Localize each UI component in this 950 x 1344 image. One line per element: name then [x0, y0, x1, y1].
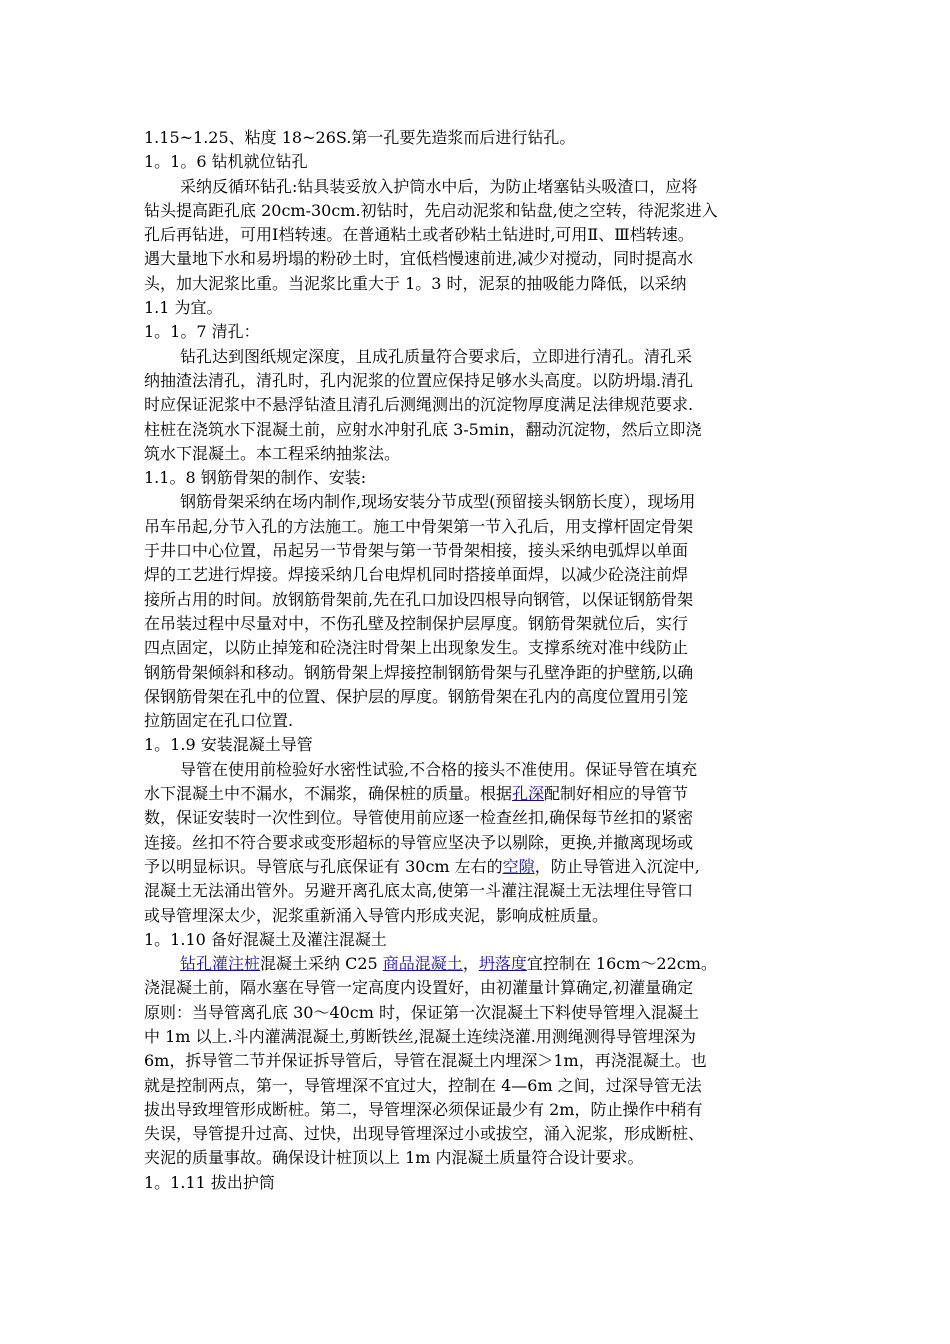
section-heading: 1。1.11 拔出护筒 [144, 1172, 275, 1192]
text-line: 1.15~1.25、粘度 18~26S.第一孔要先造浆而后进行钻孔。 [144, 128, 576, 147]
text-line: 钻孔达到图纸规定深度，且成孔质量符合要求后，立即进行清孔。清孔采 [180, 346, 693, 366]
text-line: 采纳反循环钻孔:钻具装妥放入护筒水中后，为防止堵塞钻头吸渣口，应将 [180, 176, 698, 196]
text-line: 6m，拆导管二节并保证拆导管后，导管在混凝土内埋深＞1m，再浇混凝土。也 [144, 1051, 707, 1071]
text-line: 遇大量地下水和易坍塌的粉砂土时，宜低档慢速前进,减少对搅动，同时提高水 [144, 249, 694, 269]
link-tanluodu[interactable]: 坍落度 [478, 954, 527, 974]
text-segment: 混凝土采纳 C25 [260, 954, 383, 974]
text-segment: 宜控制在 16cm～22cm。 [526, 954, 717, 974]
text-line: 连接。丝扣不符合要求或变形超标的导管应坚决予以剔除，更换,并撤离现场或 [144, 832, 694, 852]
text-line: 钢筋骨架采纳在场内制作,现场安装分节成型(预留接头钢筋长度），现场用 [180, 492, 696, 512]
link-kongshen[interactable]: 孔深 [512, 784, 545, 804]
text-line: 孔后再钻进，可用Ⅰ档转速。在普通粘土或者砂粘土钻进时,可用Ⅱ、Ⅲ档转速。 [144, 225, 694, 245]
text-line: 于井口中心位置，吊起另一节骨架与第一节骨架相接，接头采纳电弧焊以单面 [144, 541, 689, 561]
text-line: 夹泥的质量事故。确保设计桩顶以上 1m 内混凝土质量符合设计要求。 [144, 1148, 644, 1168]
text-line: 钢筋骨架倾斜和移动。钢筋骨架上焊接控制钢筋骨架与孔壁净距的护壁筋,以确 [144, 662, 694, 682]
text-line: 原则：当导管离孔底 30～40cm 时，保证第一次混凝土下料使导管埋入混凝土 [144, 1002, 700, 1022]
text-line: 数，保证安装时一次性到位。导管使用前应逐一检查丝扣,确保每节丝扣的紧密 [144, 808, 694, 828]
text-segment: ， [462, 954, 479, 974]
text-line: 混凝土无法涌出管外。另避开离孔底太高,使第一斗灌注混凝土无法埋住导管口 [144, 881, 694, 901]
text-line: 四点固定，以防止掉笼和砼浇注时骨架上出现象发生。支撑系统对准中线防止 [144, 638, 689, 658]
link-zuankong-guanzhuzhuang[interactable]: 钻孔灌注桩 [180, 954, 261, 974]
text-line: 保钢筋骨架在孔中的位置、保护层的厚度。钢筋骨架在孔内的高度位置用引笼 [144, 686, 689, 706]
text-line: 在吊装过程中尽量对中，不伤孔壁及控制保护层厚度。钢筋骨架就位后，实行 [144, 613, 689, 633]
link-shangpin-hunningtu[interactable]: 商品混凝土 [382, 954, 463, 974]
text-line: 或导管埋深太少，泥浆重新涌入导管内形成夹泥，影响成桩质量。 [144, 905, 609, 925]
text-line: 接所占用的时间。放钢筋骨架前,先在孔口加设四根导向钢管，以保证钢筋骨架 [144, 589, 694, 609]
text-segment: 予以明显标识。导管底与孔底保证有 30cm 左右的 [144, 856, 503, 876]
text-line [144, 952, 812, 976]
text-line: 纳抽渣法清孔，清孔时，孔内泥浆的位置应保持足够水头高度。以防坍塌.清孔 [144, 370, 694, 390]
section-heading: 1。1。6 钻机就位钻孔 [144, 152, 308, 172]
text-line: 浇混凝土前，隔水塞在导管一定高度内设置好，由初灌量计算确定,初灌量确定 [144, 978, 694, 998]
text-segment: ，防止导管进入沉淀中, [534, 856, 700, 876]
text-line: 筑水下混凝土。本工程采纳抽浆法。 [144, 443, 401, 463]
text-line: 钻头提高距孔底 20cm-30cm.初钻时，先启动泥浆和钻盘,使之空转，待泥浆进入 [144, 200, 718, 220]
text-segment: 配制好相应的导管节 [544, 784, 689, 804]
text-line: 吊车吊起,分节入孔的方法施工。施工中骨架第一节入孔后，用支撑杆固定骨架 [144, 516, 694, 536]
text-line: 柱桩在浇筑水下混凝土前，应射水冲射孔底 3-5min，翻动沉淀物，然后立即浇 [144, 419, 702, 439]
text-line: 就是控制两点，第一，导管埋深不宜过大，控制在 4—6m 之间，过深导管无法 [144, 1075, 702, 1095]
text-line: 拉筋固定在孔口位置. [144, 711, 294, 731]
text-segment: 水下混凝土中不漏水，不漏浆，确保桩的质量。根据 [144, 784, 513, 804]
section-heading: 1。1.9 安装混凝土导管 [144, 735, 313, 755]
section-heading: 1。1。7 清孔： [144, 322, 260, 342]
text-line: 头，加大泥浆比重。当泥浆比重大于 1。3 时，泥泵的抽吸能力降低，以采纳 [144, 273, 687, 293]
text-line: 失误，导管提升过高、过快，出现导管埋深过小或拔空，涌入泥浆，形成断桩、 [144, 1124, 705, 1144]
text-line: 1.1 为宜。 [144, 298, 223, 318]
document-body [144, 126, 812, 1195]
text-line: 中 1m 以上.斗内灌满混凝土,剪断铁丝,混凝土连续浇灌.用测绳测得导管埋深为 [144, 1026, 696, 1046]
text-line [144, 855, 812, 879]
text-line: 时应保证泥浆中不悬浮钻渣且清孔后测绳测出的沉淀物厚度满足法律规范要求. [144, 395, 694, 415]
text-line: 导管在使用前检验好水密性试验,不合格的接头不准使用。保证导管在填充 [180, 759, 698, 779]
section-heading: 1.1。8 钢筋骨架的制作、安装: [144, 468, 367, 488]
text-line [144, 782, 812, 806]
text-line: 焊的工艺进行焊接。焊接采纳几台电焊机同时搭接单面焊，以减少砼浇注前焊 [144, 565, 689, 585]
link-kongxi[interactable]: 空隙 [502, 856, 535, 876]
section-heading: 1。1.10 备好混凝土及灌注混凝土 [144, 929, 387, 949]
text-line: 拔出导致埋管形成断桩。第二，导管埋深必须保证最少有 2m，防止操作中稍有 [144, 1099, 703, 1119]
